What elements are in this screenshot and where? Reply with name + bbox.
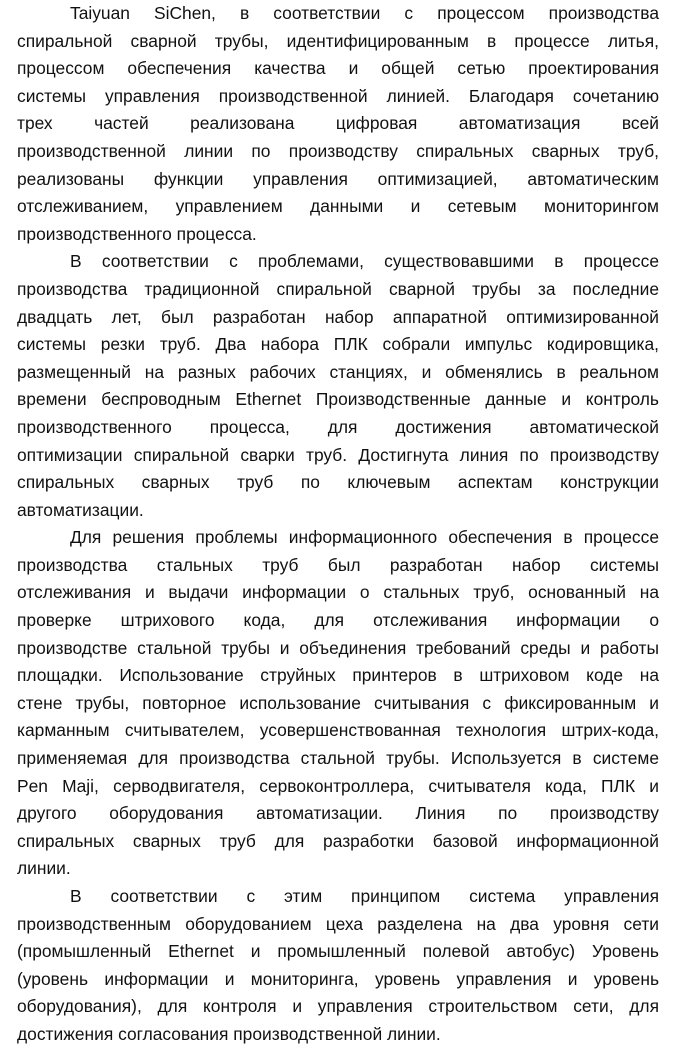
text-line: карманным считывателем, усовершенствованная технология штрих-кода,: [17, 720, 659, 741]
text-line: площадки. Использование струйных принтеров в штриховом коде на: [17, 665, 659, 686]
text-line: системы управления производственной линией. Благодаря сочетанию: [17, 85, 659, 106]
text-line: (уровень информации и мониторинга, уровень управления и уровень: [17, 968, 659, 989]
text-line: другого оборудования автоматизации. Линия по производству: [17, 803, 659, 824]
text-line: отслеживанием, управлением данными и сетевым мониторингом: [17, 196, 659, 217]
text-line: В соответствии с этим принципом система управления: [70, 886, 659, 906]
text-line: производственного процесса.: [17, 223, 257, 244]
paragraph-3: [17, 524, 659, 883]
text-line: Pen Maji, серводвигателя, сервоконтроллера, считывателя кода, ПЛК и: [17, 775, 659, 796]
text-line: применяемая для производства стальной трубы. Используется в системе: [17, 748, 659, 769]
text-line: спиральных сварных труб по ключевым аспектам конструкции: [17, 472, 659, 493]
text-line: системы резки труб. Два набора ПЛК собрали импульс кодировщика,: [17, 334, 659, 355]
text-line: стене трубы, повторное использование считывания с фиксированным и: [17, 692, 659, 713]
text-line: процессом обеспечения качества и общей сетью проектирования: [17, 58, 659, 79]
text-line: проверке штрихового кода, для отслеживания информации о: [17, 610, 659, 631]
text-line: производственной линии по производству спиральных сварных труб,: [17, 140, 659, 161]
text-line: реализованы функции управления оптимизацией, автоматическим: [17, 168, 659, 189]
text-line: двадцать лет, был разработан набор аппаратной оптимизированной: [17, 306, 659, 327]
text-line: трех частей реализована цифровая автоматизация всей: [17, 113, 659, 134]
text-line: производственного процесса, для достижения автоматической: [17, 416, 659, 437]
paragraph-2: [17, 248, 659, 524]
text-line: времени беспроводным Ethernet Производственные данные и контроль: [17, 389, 659, 410]
text-line: достижения согласования производственной линии.: [17, 1023, 441, 1044]
text-line: В соответствии с проблемами, существовавшими в процессе: [70, 251, 659, 272]
text-line: отслеживания и выдачи информации о стальных труб, основанный на: [17, 582, 659, 603]
paragraph-4: [17, 883, 659, 1049]
text-line: производства стальных труб был разработан набор системы: [17, 554, 659, 575]
text-line: оптимизации спиральной сварки труб. Достигнута линия по производству: [17, 444, 659, 465]
text-line: спиральной сварной трубы, идентифицированным в процессе литья,: [17, 30, 659, 51]
text-line: производстве стальной трубы и объединения требований среды и работы: [17, 637, 659, 658]
text-line: производственным оборудованием цеха разделена на два уровня сети: [17, 913, 659, 934]
text-line: Для решения проблемы информационного обеспечения в процессе: [70, 527, 659, 548]
text-line: (промышленный Ethernet и промышленный полевой автобус) Уровень: [17, 941, 659, 962]
text-line: Taiyuan SiChen, в соответствии с процессом производства: [70, 3, 659, 23]
text-line: линии.: [17, 858, 71, 879]
text-line: производства традиционной спиральной сварной трубы за последние: [17, 278, 659, 299]
text-line: оборудования), для контроля и управления строительством сети, для: [17, 996, 659, 1017]
text-line: спиральных сварных труб для разработки базовой информационной: [17, 830, 659, 851]
paragraph-1: [17, 0, 659, 248]
document-page: [17, 0, 659, 1049]
text-line: размещенный на разных рабочих станциях, и обменялись в реальном: [17, 361, 659, 382]
text-line: автоматизации.: [17, 499, 144, 520]
